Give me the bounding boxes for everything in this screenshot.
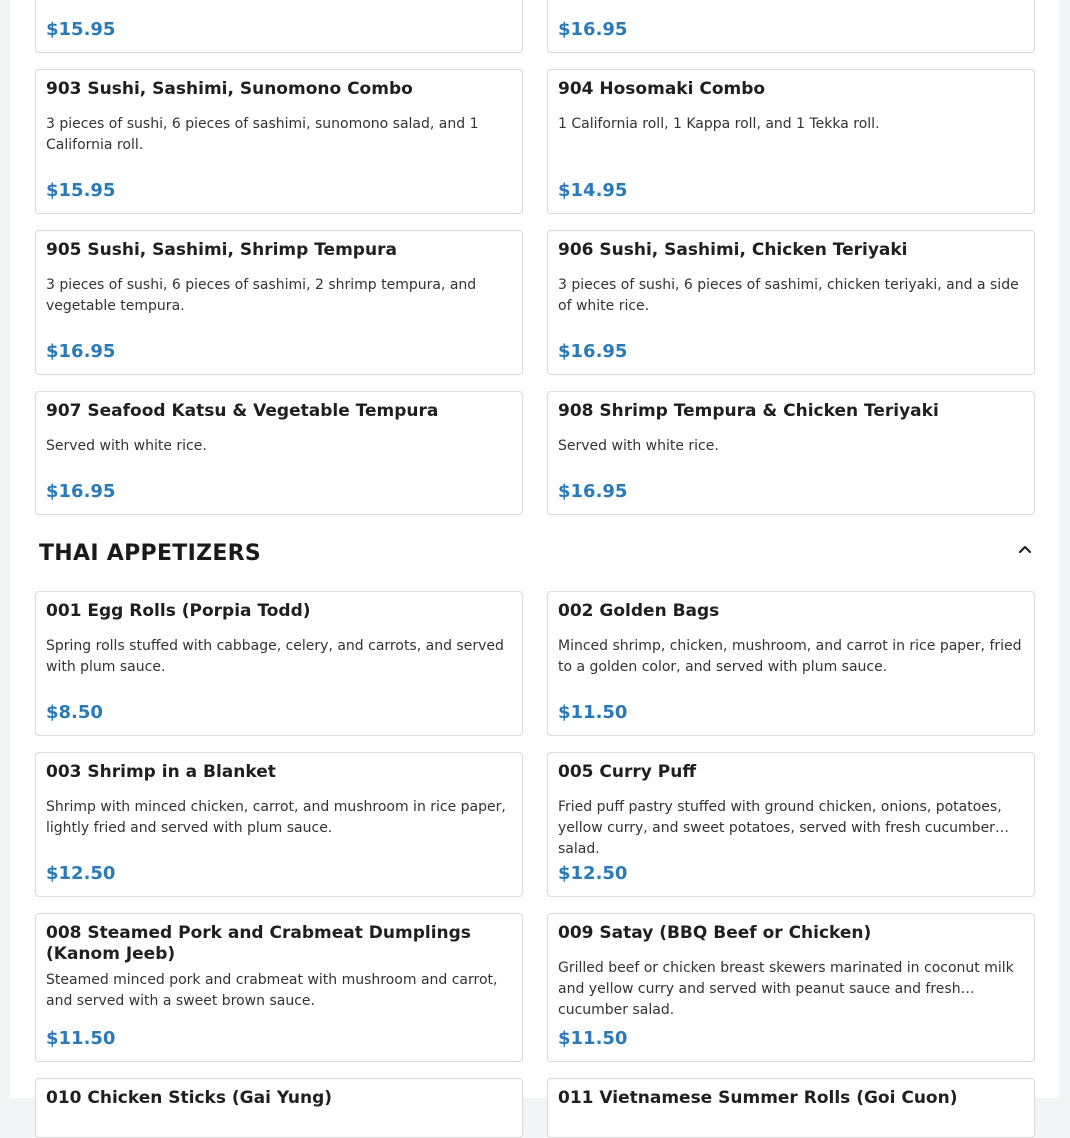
item-price: $16.95 bbox=[46, 481, 116, 502]
menu-item-card[interactable] bbox=[35, 69, 523, 214]
item-price: $15.95 bbox=[46, 180, 116, 201]
item-description: Minced shrimp, chicken, mushroom, and carrot in rice paper, fried to a golden color, and served with plum sauce. bbox=[558, 638, 1022, 675]
menu-item-card[interactable] bbox=[547, 230, 1035, 375]
item-price: $11.50 bbox=[46, 1028, 116, 1049]
item-name: 008 Steamed Pork and Crabmeat Dumplings (Kanom Jeeb) bbox=[46, 923, 471, 964]
menu-page bbox=[10, 0, 1059, 1108]
menu-item-card[interactable] bbox=[35, 1078, 523, 1138]
item-price: $16.95 bbox=[558, 341, 628, 362]
item-description: Spring rolls stuffed with cabbage, celery, and carrots, and served with plum sauce. bbox=[46, 638, 504, 675]
item-description: 3 pieces of sushi, 6 pieces of sashimi, chicken teriyaki, and a side of white rice. bbox=[558, 277, 1019, 314]
item-price: $16.95 bbox=[558, 19, 628, 40]
item-price: $15.95 bbox=[46, 19, 116, 40]
item-price: $16.95 bbox=[46, 341, 116, 362]
item-name: 906 Sushi, Sashimi, Chicken Teriyaki bbox=[558, 240, 908, 260]
item-name: 003 Shrimp in a Blanket bbox=[46, 762, 276, 782]
menu-item-card[interactable] bbox=[35, 752, 523, 897]
item-name: 002 Golden Bags bbox=[558, 601, 720, 621]
item-price: $11.50 bbox=[558, 702, 628, 723]
menu-item-card[interactable] bbox=[35, 230, 523, 375]
menu-item-card[interactable] bbox=[547, 69, 1035, 214]
item-name: 009 Satay (BBQ Beef or Chicken) bbox=[558, 923, 872, 943]
item-description: 3 pieces of sushi, 6 pieces of sashimi, 2 shrimp tempura, and vegetable tempura. bbox=[46, 277, 477, 314]
menu-item-card[interactable] bbox=[547, 391, 1035, 515]
menu-item-card[interactable] bbox=[547, 913, 1035, 1062]
item-price: $12.50 bbox=[46, 863, 116, 884]
menu-item-card[interactable] bbox=[35, 0, 523, 53]
item-description: Steamed minced pork and crabmeat with mushroom and carrot, and served with a sweet brown sauce. bbox=[46, 972, 498, 1009]
menu-item-card[interactable] bbox=[547, 591, 1035, 736]
item-price: $16.95 bbox=[558, 481, 628, 502]
item-price: $12.50 bbox=[558, 863, 628, 884]
menu-item-card[interactable] bbox=[547, 1078, 1035, 1138]
item-description: Served with white rice. bbox=[46, 438, 207, 454]
menu-item-card[interactable] bbox=[547, 0, 1035, 53]
section-title: THAI APPETIZERS bbox=[39, 541, 262, 566]
menu-item-card[interactable] bbox=[547, 752, 1035, 897]
item-name: 001 Egg Rolls (Porpia Todd) bbox=[46, 601, 311, 621]
item-name: 903 Sushi, Sashimi, Sunomono Combo bbox=[46, 79, 413, 99]
item-description: Served with white rice. bbox=[558, 438, 719, 454]
item-name: 005 Curry Puff bbox=[558, 762, 697, 782]
menu-item-card[interactable] bbox=[35, 913, 523, 1062]
item-name: 908 Shrimp Tempura & Chicken Teriyaki bbox=[558, 401, 939, 421]
item-price: $11.50 bbox=[558, 1028, 628, 1049]
item-name: 011 Vietnamese Summer Rolls (Goi Cuon) bbox=[558, 1088, 958, 1108]
item-name: 905 Sushi, Sashimi, Shrimp Tempura bbox=[46, 240, 397, 260]
item-description: Shrimp with minced chicken, carrot, and mushroom in rice paper, lightly fried and served with plum sauce. bbox=[46, 799, 506, 836]
chevron-up-icon bbox=[1017, 541, 1033, 557]
item-name: 010 Chicken Sticks (Gai Yung) bbox=[46, 1088, 333, 1108]
item-price: $8.50 bbox=[46, 702, 103, 723]
item-description: Fried puff pastry stuffed with ground chicken, onions, potatoes, yellow curry, and sweet potatoes, served with fresh cucumber salad. bbox=[558, 799, 1002, 857]
menu-item-card[interactable] bbox=[35, 391, 523, 515]
item-name: 904 Hosomaki Combo bbox=[558, 79, 766, 99]
menu-item-card[interactable] bbox=[35, 591, 523, 736]
collapse-section-button[interactable] bbox=[1014, 538, 1036, 560]
item-description: 1 California roll, 1 Kappa roll, and 1 Tekka roll. bbox=[558, 116, 880, 132]
item-name: 907 Seafood Katsu & Vegetable Tempura bbox=[46, 401, 439, 421]
item-description: 3 pieces of sushi, 6 pieces of sashimi, sunomono salad, and 1 California roll. bbox=[46, 116, 479, 153]
item-description: Grilled beef or chicken breast skewers marinated in coconut milk and yellow curry and served with peanut sauce and fresh cucumber salad. bbox=[558, 960, 1014, 1018]
item-price: $14.95 bbox=[558, 180, 628, 201]
